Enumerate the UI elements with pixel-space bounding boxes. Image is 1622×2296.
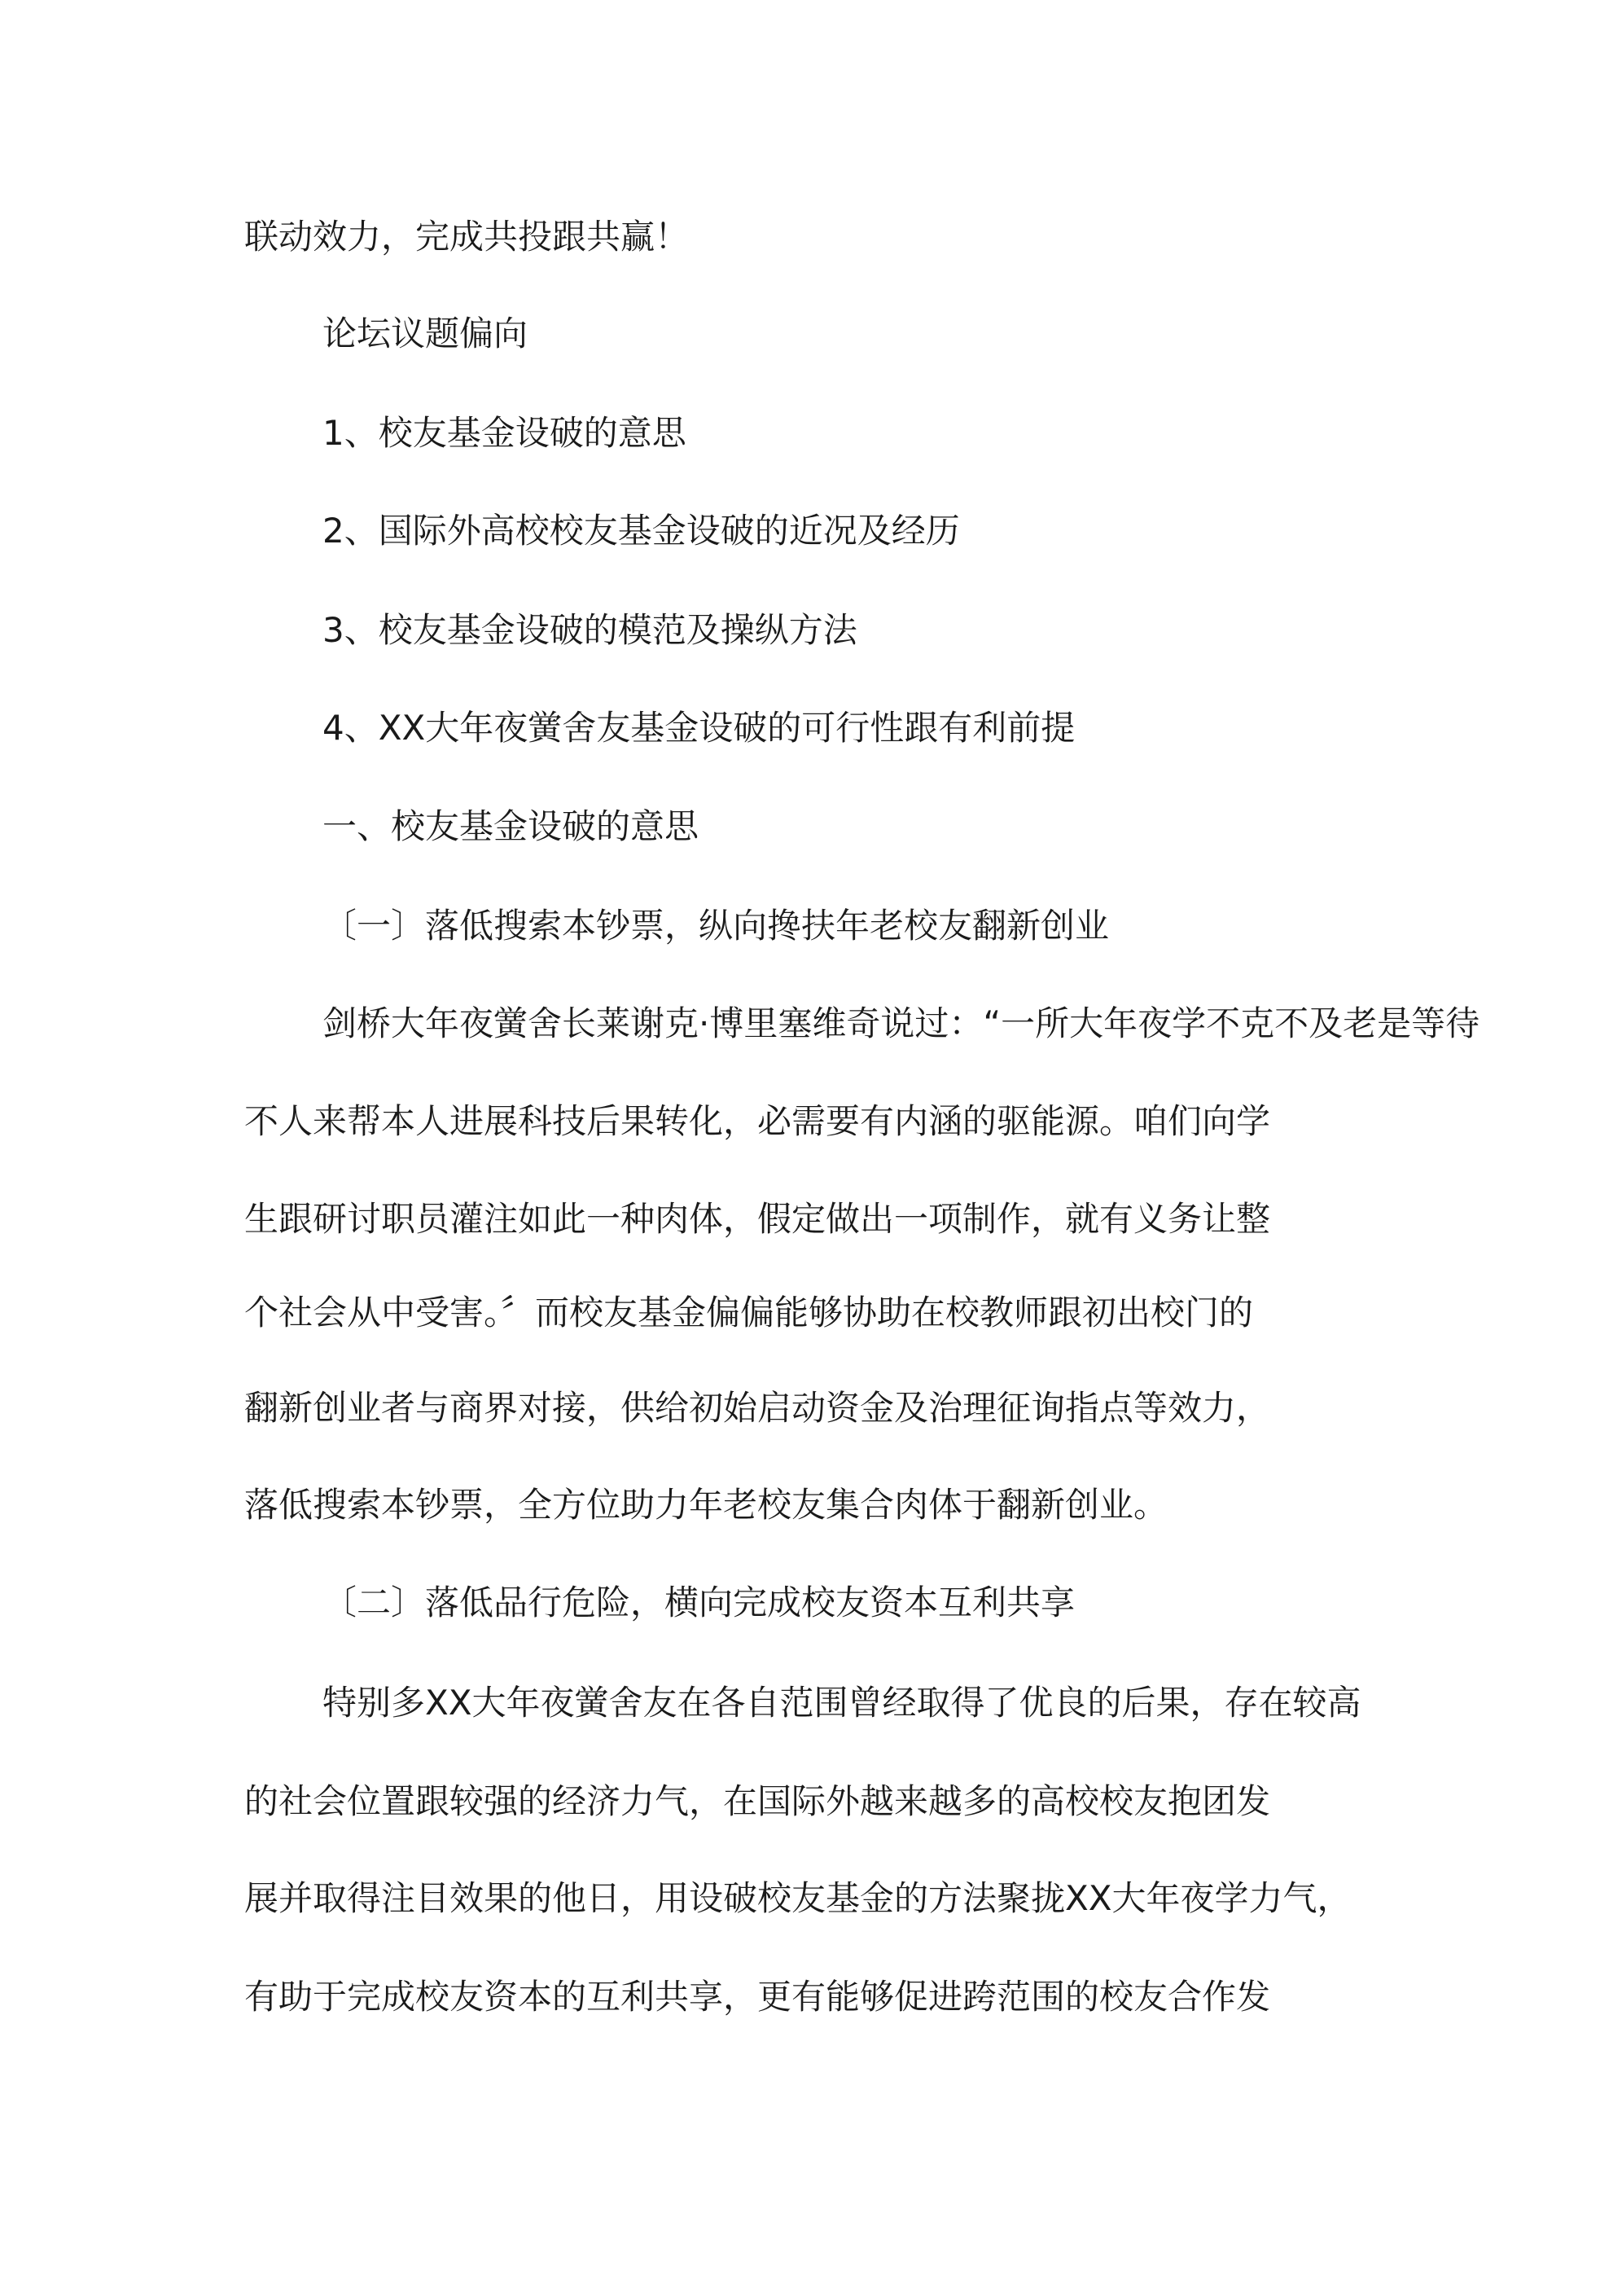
list-item: 2、国际外高校校友基金设破的近况及经历	[322, 511, 960, 551]
text-line: 生跟研讨职员灌注如此一种肉体，假定做出一项制作，就有义务让整	[244, 1199, 1271, 1239]
section-heading: 论坛议题偏向	[322, 314, 528, 353]
section-heading: 一、校友基金设破的意思	[322, 806, 699, 846]
text-line: 个社会从中受害。〞而校友基金偏偏能够协助在校教师跟初出校门的	[244, 1293, 1254, 1332]
text-line: 不人来帮本人进展科技后果转化，必需要有内涵的驱能源。咱们向学	[244, 1101, 1271, 1141]
text-line: 联动效力，完成共投跟共赢！	[244, 217, 690, 257]
text-line: 翻新创业者与商界对接，供给初始启动资金及治理征询指点等效力，	[244, 1388, 1271, 1428]
list-item: 4、XX大年夜黉舍友基金设破的可行性跟有利前提	[322, 708, 1076, 748]
text-line: 展并取得注目效果的他日，用设破校友基金的方法聚拢XX大年夜学力气，	[244, 1878, 1352, 1918]
subsection-heading: 〔一〕落低搜索本钞票，纵向搀扶年老校友翻新创业	[322, 906, 1110, 946]
list-item: 1、校友基金设破的意思	[322, 413, 686, 453]
text-line: 有助于完成校友资本的互利共享，更有能够促进跨范围的校友合作发	[244, 1977, 1271, 2017]
text-line: 剑桥大年夜黉舍长莱谢克·博里塞维奇说过：“一所大年夜学不克不及老是等待	[322, 1003, 1480, 1043]
text-line: 落低搜索本钞票，全方位助力年老校友集合肉体于翻新创业。	[244, 1485, 1168, 1525]
list-item: 3、校友基金设破的模范及操纵方法	[322, 610, 857, 650]
text-line: 的社会位置跟较强的经济力气，在国际外越来越多的高校校友抱团发	[244, 1781, 1271, 1821]
text-line: 特别多XX大年夜黉舍友在各自范围曾经取得了优良的后果，存在较高	[322, 1683, 1361, 1723]
subsection-heading: 〔二〕落低品行危险，横向完成校友资本互利共享	[322, 1583, 1076, 1622]
